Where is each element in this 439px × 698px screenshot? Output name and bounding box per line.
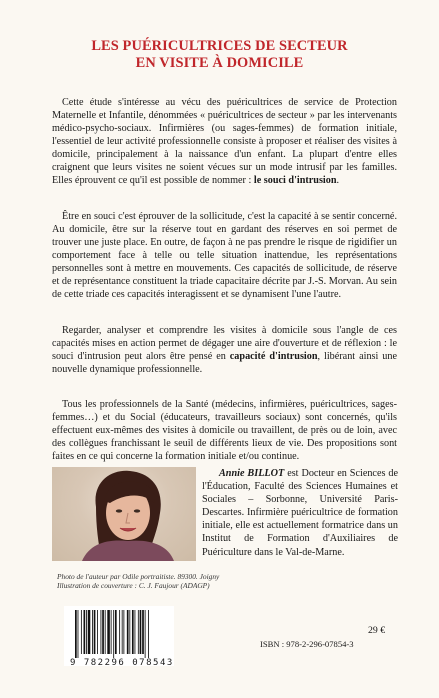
barcode-bar <box>119 610 120 654</box>
barcode-bar <box>78 610 79 658</box>
barcode-bar <box>111 610 112 654</box>
barcode-bars <box>74 610 166 658</box>
paragraph-intro-end: . <box>336 175 340 187</box>
paragraph-triad-text: Être en souci c'est éprouver de la sollicitude, c'est la capacité à se sentir concerné. Au domicile, être sur la réserve tout en gardant des réserves en soi permet de trouver une juste place. En outre, de façon à ne pas prendre le risque de rigidifier un comportement face à telle ou telle situation inattendue, les représentations personnelles sont à mettre en mouvements. Ces capacités de sollicitude, de réserve et de représentance constituent la triade capacitaire décrite par J.-S. Morvan. Au sein de cette triade ces capacités interagissent et se dynamisent l'une l'autre. <box>52 211 397 301</box>
barcode-bar <box>105 610 106 654</box>
barcode-bar <box>123 610 124 654</box>
barcode-bar <box>135 610 136 654</box>
author-bio <box>202 467 398 559</box>
barcode-digits: 9 782296 078543 <box>70 658 174 668</box>
paragraph-triad <box>52 210 397 301</box>
paragraph-analysis-text: Regarder, analyser et comprendre les visites à domicile sous l'angle de ces capacités mises en action permet de dégager une aire d'ouverture et de réflexion : le souci d'intrusion peut alors être pensé en <box>52 325 397 363</box>
barcode-bar <box>138 610 139 654</box>
photo-caption <box>57 572 247 590</box>
author-photo <box>52 467 196 561</box>
title-line-1: LES PUÉRICULTRICES DE SECTEUR <box>91 38 348 54</box>
paragraph-intro-emphasis: le souci d'intrusion <box>253 175 337 187</box>
book-title <box>0 38 439 72</box>
barcode-bar <box>102 610 104 654</box>
barcode-bar <box>84 610 86 654</box>
barcode-bar <box>81 610 82 654</box>
title-line-2: EN VISITE À DOMICILE <box>135 55 304 71</box>
barcode-bar <box>140 610 142 654</box>
photo-credit: Photo de l'auteur par Odile portraitiste. 89300. Joigny <box>57 572 220 581</box>
barcode-bar <box>148 610 149 658</box>
paragraph-intro-text: Cette étude s'intéresse au vécu des puéricultrices de service de Protection Maternelle et Infantile, dénommées « puéricultrices de secteur » par les intervenants médico-psycho-sociaux. Infirmières (ou sages-femmes) de formation initiale, l'essentiel de leur activité professionnelle consiste à proposer et réaliser des visites à domicile, principalement à la naissance d'un enfant. La plupart d'entre elles craignent que leurs visites ne soient vécues sur un mode intrusif par les familles. Elles éprouvent ce qu'il est possible de nommer : <box>52 97 397 187</box>
paragraph-intro <box>52 96 397 187</box>
barcode-bar <box>97 610 98 654</box>
barcode <box>64 606 174 666</box>
barcode-bar <box>132 610 134 654</box>
barcode-bar <box>86 610 87 654</box>
paragraph-audience-text: Tous les professionnels de la Santé (médecins, infirmières, puéricultrices, sages-femmes…) et du Social (éducateurs, travailleurs sociaux) sont concernés, qu'ils effectuent eux-mêmes des visites à domicile ou travaillent, de près ou de loin, avec des collègues franchissant le seuil de différents lieux de vie. Des propositions sont faites en ce qui concerne la formation initiale et/ou continue. <box>52 399 397 463</box>
barcode-bar <box>122 610 123 654</box>
author-name: Annie BILLOT <box>219 468 285 479</box>
barcode-bar <box>113 610 114 658</box>
paragraph-analysis <box>52 324 397 376</box>
paragraph-analysis-emphasis: capacité d'intrusion <box>229 351 318 363</box>
barcode-bar <box>142 610 144 654</box>
barcode-bar <box>88 610 91 654</box>
price: 29 € <box>368 625 386 636</box>
barcode-bar <box>75 610 77 658</box>
barcode-bar <box>127 610 129 654</box>
illustration-credit: Illustration de couverture : C. J. Faujour (ADAGP) <box>57 581 210 591</box>
barcode-bar <box>107 610 110 654</box>
barcode-bar <box>101 610 102 654</box>
paragraph-analysis-end: , libérant ainsi une nouvelle dynamique professionnelle. <box>52 351 397 376</box>
barcode-bar <box>94 610 96 654</box>
author-bio-text: est Docteur en Sciences de l'Éducation, Faculté des Sciences Humaines et Sociales – Sorbonne, Université Paris-Descartes. Infirmière puéricultrice de formation initiale, elle est actuellement formatrice dans un Institut de Formation d'Auxiliaires de Puériculture dans le Val-de-Marne. <box>202 468 399 558</box>
paragraph-audience <box>52 398 397 463</box>
barcode-bar <box>92 610 93 654</box>
barcode-bar <box>115 610 117 654</box>
isbn: ISBN : 978-2-296-07854-3 <box>260 639 354 649</box>
barcode-bar <box>145 610 146 658</box>
barcode-bar <box>129 610 130 654</box>
